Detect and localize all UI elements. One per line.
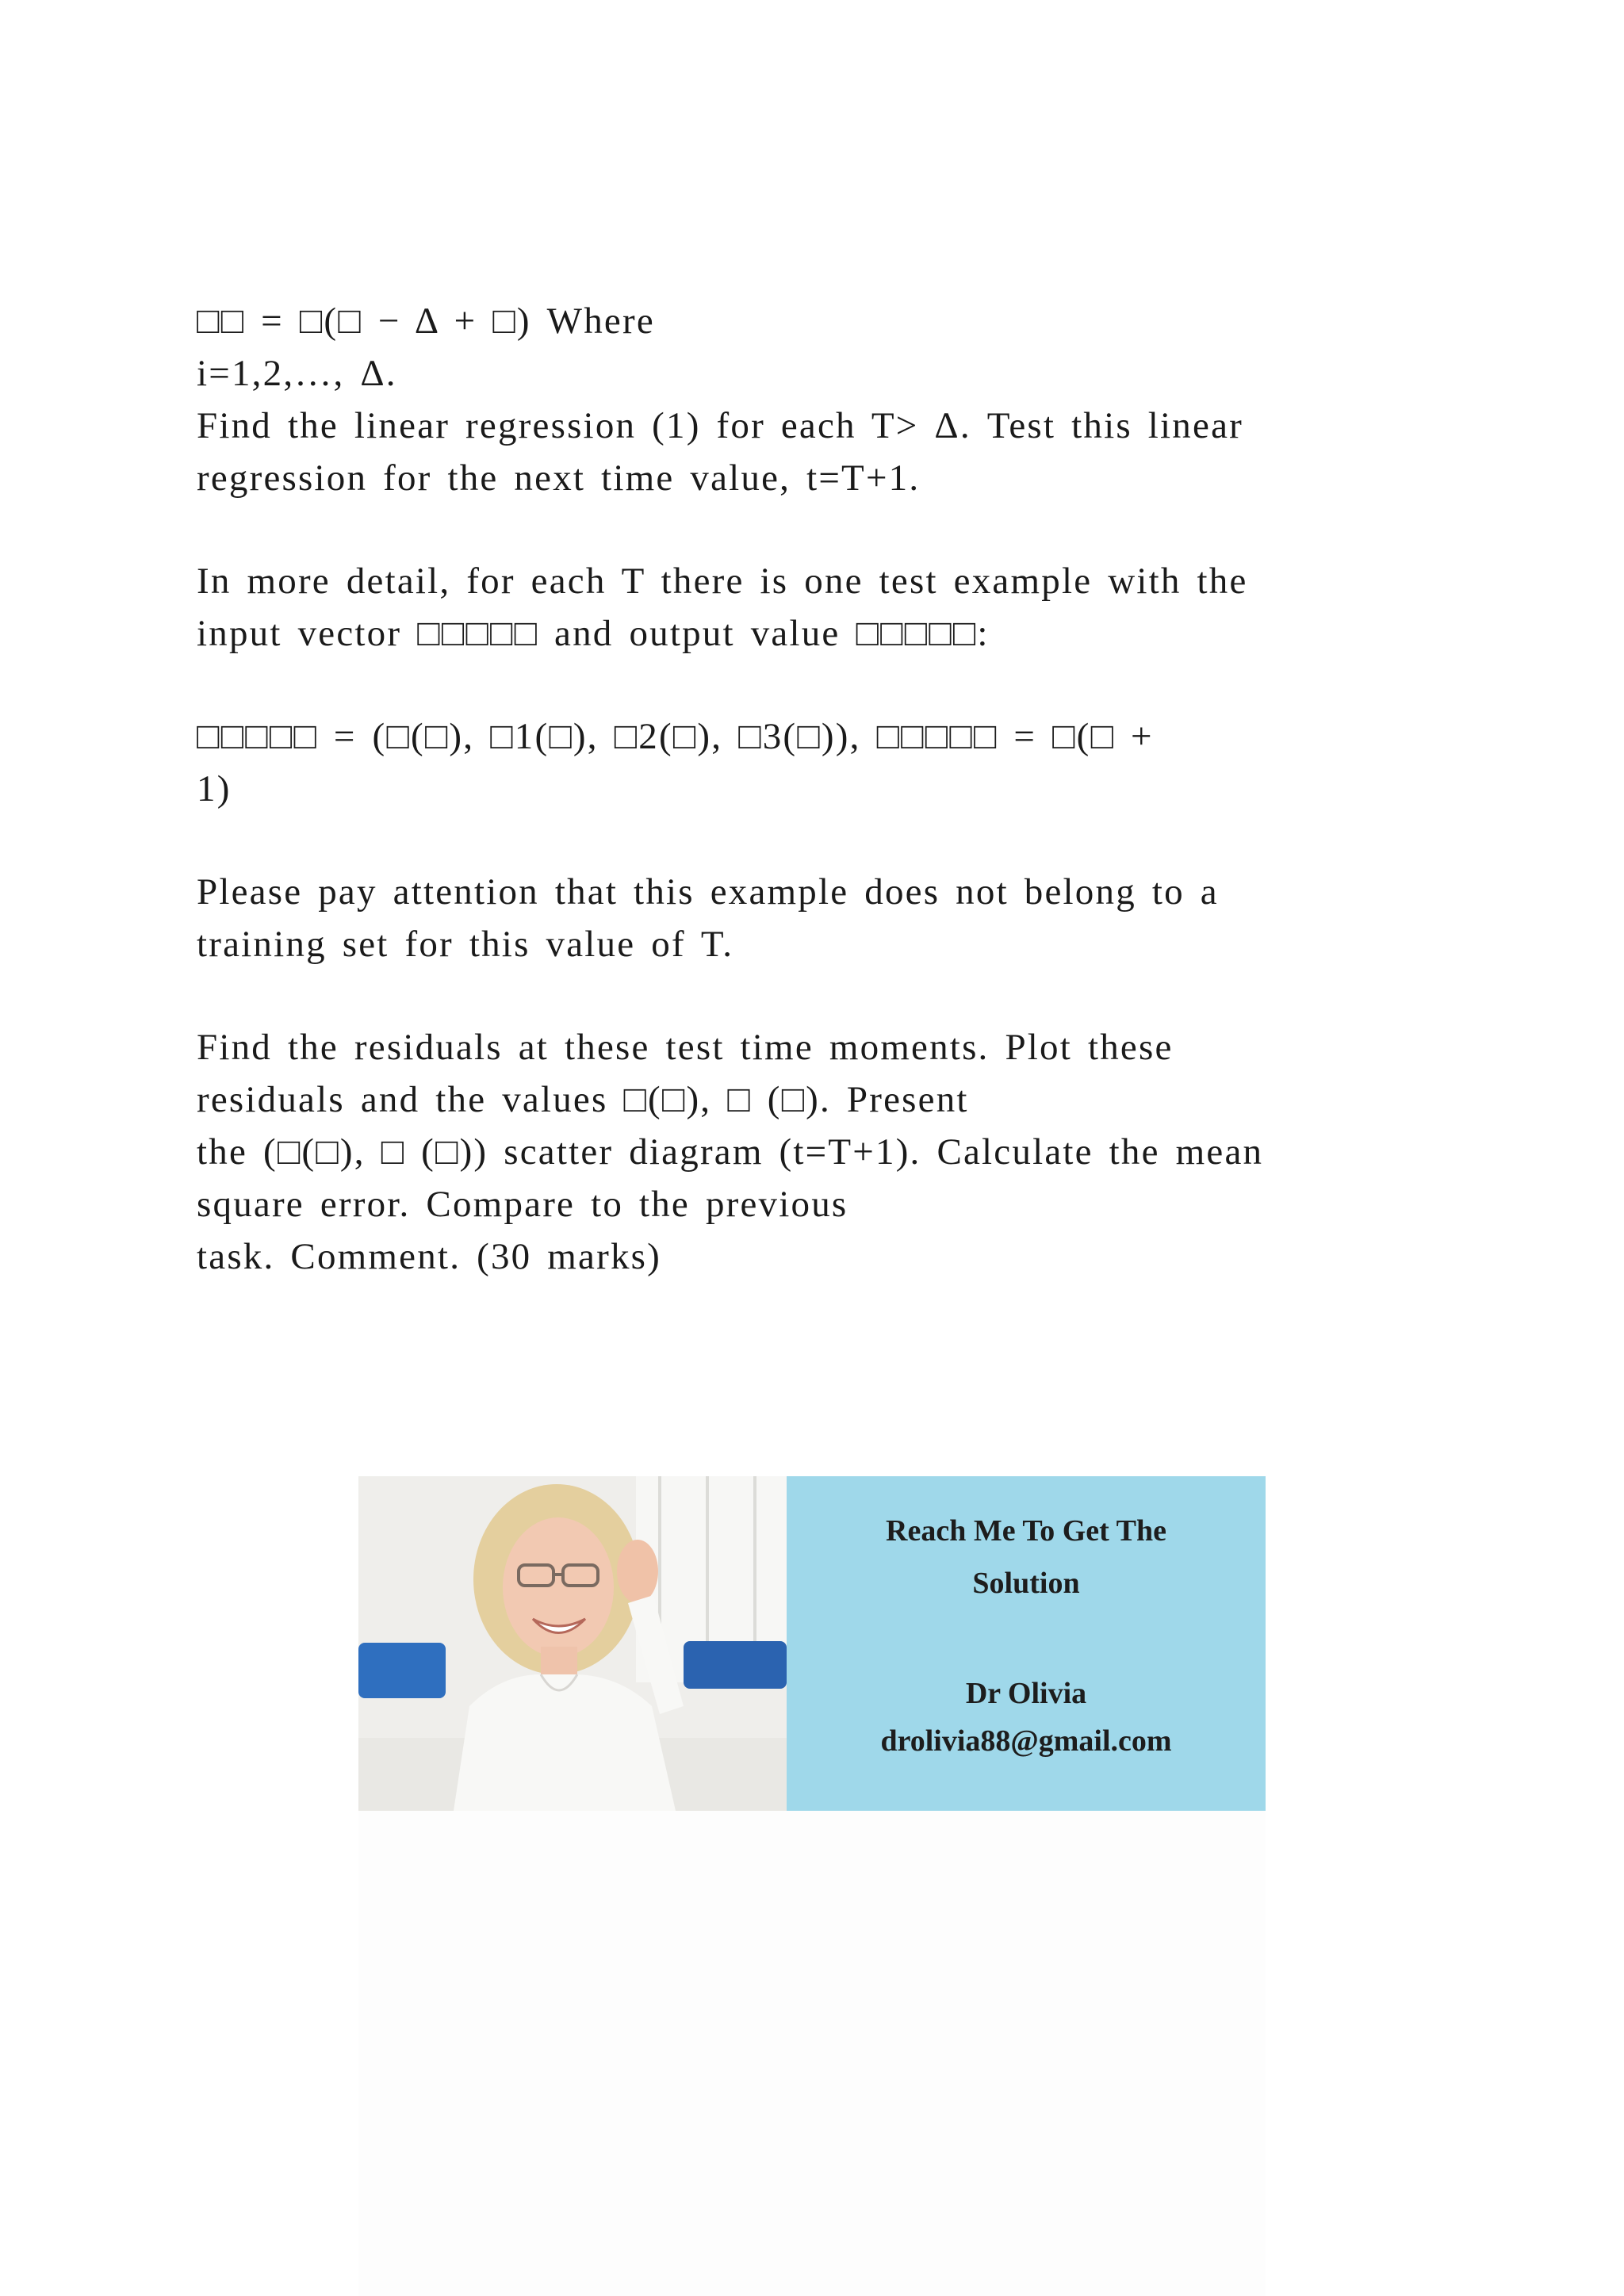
- text-line: □□□□□ = (□(□), □1(□), □2(□), □3(□)), □□□□□ = □(□ +: [197, 716, 1154, 757]
- text-line: training set for this value of T.: [197, 924, 734, 965]
- text-line: input vector □□□□□ and output value □□□□□:: [197, 613, 990, 654]
- tutor-email[interactable]: drolivia88@gmail.com: [880, 1724, 1172, 1758]
- text-line: i=1,2,…, Δ.: [197, 353, 397, 394]
- tutor-photo: [358, 1476, 787, 1811]
- banner-heading-line: Solution: [972, 1567, 1080, 1600]
- text-line: task. Comment. (30 marks): [197, 1236, 662, 1277]
- assignment-text: [197, 295, 1434, 1283]
- tutor-photo-illustration: [358, 1476, 787, 1811]
- paragraph-gap: [197, 660, 1434, 710]
- text-line: In more detail, for each T there is one test example with the: [197, 561, 1248, 602]
- tutor-name: Dr Olivia: [965, 1677, 1087, 1710]
- text-line: Please pay attention that this example does not belong to a: [197, 871, 1219, 913]
- text-line: square error. Compare to the previous: [197, 1184, 848, 1225]
- contact-panel: [787, 1476, 1266, 1811]
- text-line: residuals and the values □(□), □ (□). Present: [197, 1079, 969, 1120]
- text-line: 1): [197, 768, 232, 809]
- paragraph-gap: [197, 970, 1434, 1021]
- banner-heading-line: Reach Me To Get The: [886, 1514, 1166, 1548]
- banner-heading: [787, 1505, 1266, 1609]
- paragraph-gap: [197, 504, 1434, 555]
- text-line: the (□(□), □ (□)) scatter diagram (t=T+1). Calculate the mean: [197, 1131, 1264, 1173]
- blank-image-area: [358, 1811, 1266, 2296]
- text-line: □□ = □(□ − Δ + □) Where: [197, 300, 655, 342]
- paragraph-gap: [197, 815, 1434, 866]
- text-line: Find the linear regression (1) for each T> Δ. Test this linear: [197, 405, 1243, 446]
- text-line: Find the residuals at these test time moments. Plot these: [197, 1027, 1174, 1068]
- promo-banner: [358, 1476, 1266, 1811]
- text-line: regression for the next time value, t=T+1.: [197, 457, 921, 499]
